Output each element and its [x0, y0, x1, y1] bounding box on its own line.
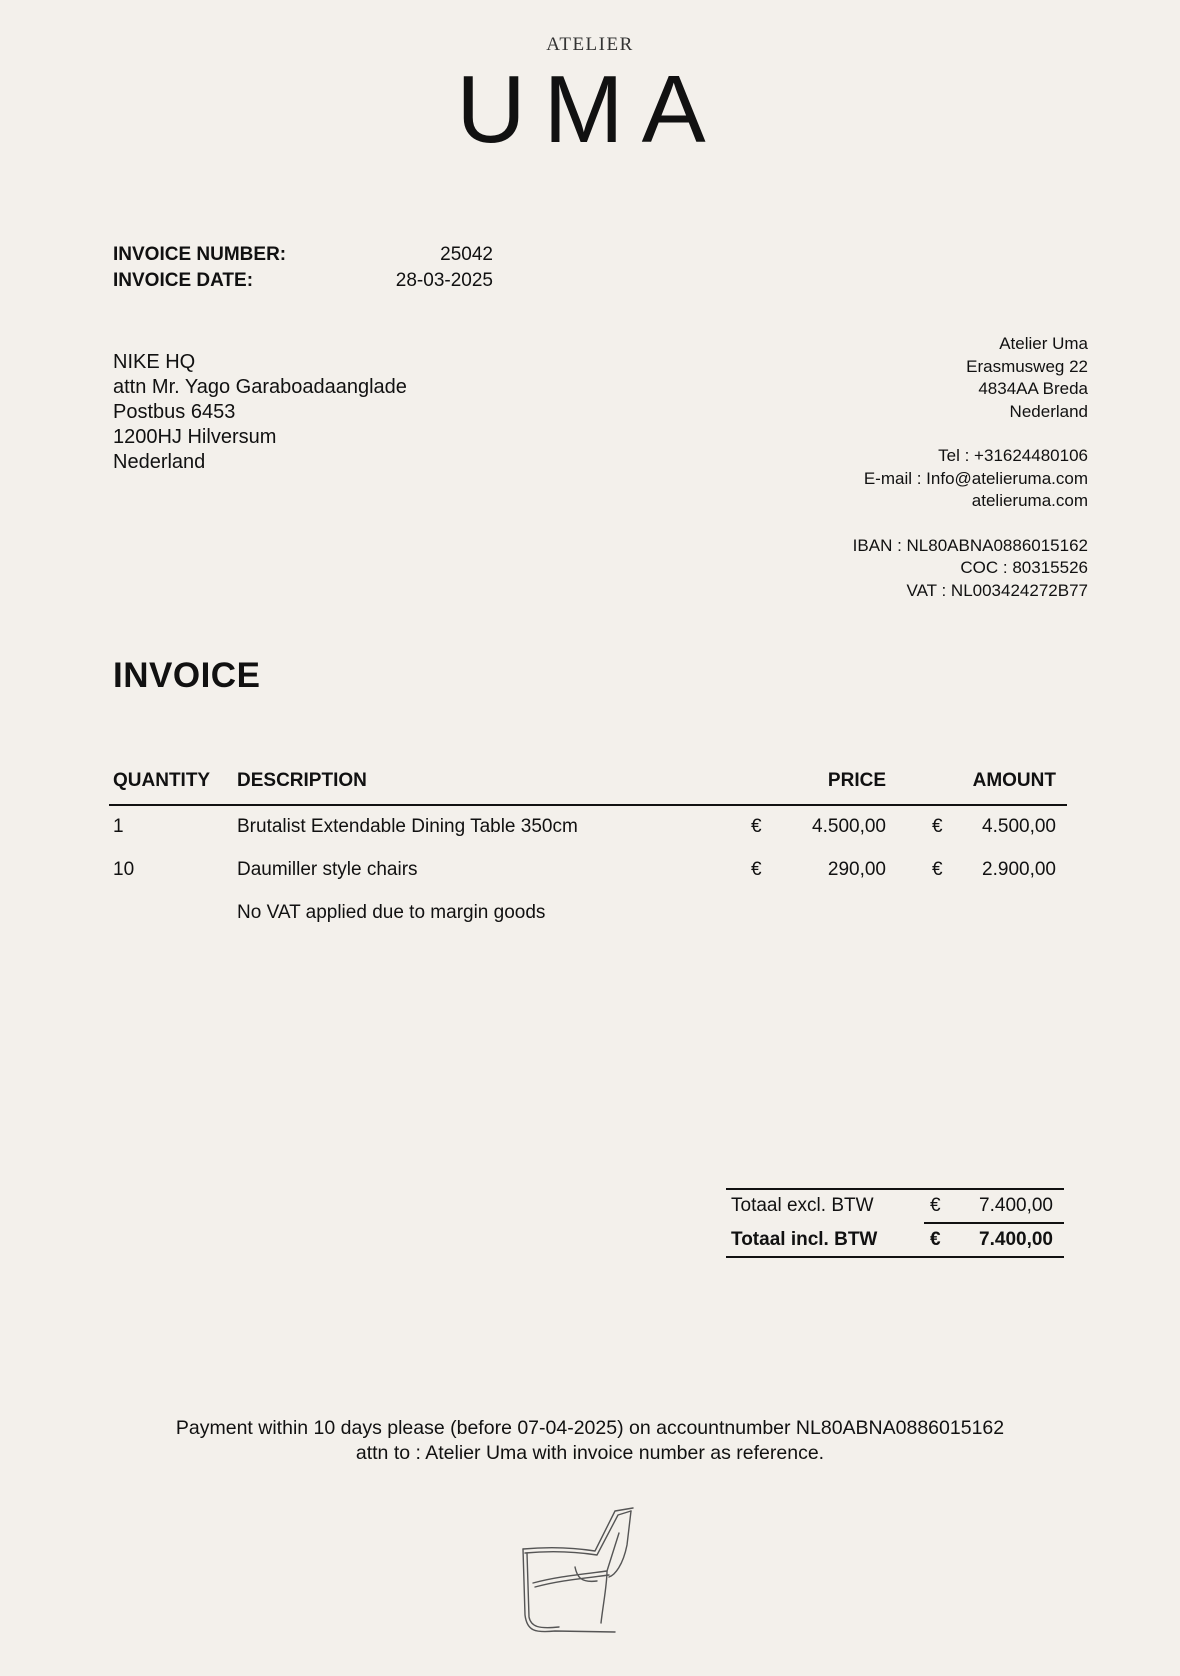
document-title: INVOICE — [113, 656, 261, 695]
total-excl-label: Totaal excl. BTW — [731, 1195, 874, 1216]
vat-note: No VAT applied due to margin goods — [237, 902, 546, 923]
row-quantity: 1 — [113, 816, 124, 837]
totals-top-rule — [726, 1188, 1064, 1190]
table-header-divider — [109, 804, 1067, 806]
company-iban: IBAN : NL80ABNA0886015162 — [852, 535, 1088, 555]
row-amount: 2.900,00 — [982, 859, 1056, 880]
company-line: 4834AA Breda — [978, 379, 1088, 398]
company-email: E-mail : Info@atelieruma.com — [863, 468, 1088, 488]
row-price-currency: € — [751, 859, 762, 880]
payment-terms-line: Payment within 10 days please (before 07-04-2025) on accountnumber NL80ABNA0886015162 — [175, 1417, 1005, 1439]
invoice-number-label: INVOICE NUMBER: — [113, 244, 287, 265]
invoice-date-label: INVOICE DATE: — [113, 270, 254, 291]
header-price: PRICE — [827, 770, 886, 791]
company-line: Atelier Uma — [999, 334, 1088, 353]
row-amount-currency: € — [932, 859, 943, 880]
company-phone: Tel : +31624480106 — [938, 446, 1088, 465]
brand-subtitle: ATELIER — [546, 34, 634, 55]
client-line: Postbus 6453 — [113, 401, 236, 423]
total-incl-value: 7.400,00 — [979, 1229, 1053, 1250]
row-description: Daumiller style chairs — [237, 859, 418, 880]
row-description: Brutalist Extendable Dining Table 350cm — [237, 816, 578, 837]
total-incl-currency: € — [930, 1229, 941, 1250]
row-amount: 4.500,00 — [982, 816, 1056, 837]
row-price: 4.500,00 — [812, 816, 886, 837]
client-address — [113, 350, 407, 475]
row-price: 290,00 — [827, 859, 886, 880]
total-incl-label: Totaal incl. BTW — [731, 1229, 878, 1250]
header-quantity: QUANTITY — [113, 770, 211, 791]
company-vat: VAT : NL003424272B77 — [906, 580, 1088, 600]
company-line: Nederland — [1009, 401, 1088, 421]
company-website: atelieruma.com — [971, 491, 1088, 510]
client-line: Nederland — [113, 451, 206, 473]
header-amount: AMOUNT — [972, 770, 1056, 791]
chair-sketch-icon — [515, 1505, 645, 1640]
total-excl-value: 7.400,00 — [979, 1195, 1053, 1216]
client-line: attn Mr. Yago Garaboadaanglade — [113, 376, 407, 398]
company-coc: COC : 80315526 — [960, 558, 1088, 577]
header-description: DESCRIPTION — [237, 770, 367, 791]
totals-bottom-rule — [726, 1256, 1064, 1258]
company-info — [853, 333, 1088, 602]
payment-terms-line: attn to : Atelier Uma with invoice number as reference. — [355, 1442, 825, 1464]
row-price-currency: € — [751, 816, 762, 837]
client-line: NIKE HQ — [113, 351, 196, 373]
totals-mid-rule — [924, 1222, 1064, 1224]
invoice-number-value: 25042 — [440, 244, 493, 265]
payment-terms — [0, 1416, 1180, 1466]
row-quantity: 10 — [113, 859, 135, 880]
total-excl-currency: € — [930, 1195, 941, 1216]
brand-logo: UMA — [456, 56, 724, 163]
client-line: 1200HJ Hilversum — [113, 426, 277, 448]
invoice-date-value: 28-03-2025 — [395, 270, 493, 291]
row-amount-currency: € — [932, 816, 943, 837]
company-line: Erasmusweg 22 — [966, 356, 1088, 376]
